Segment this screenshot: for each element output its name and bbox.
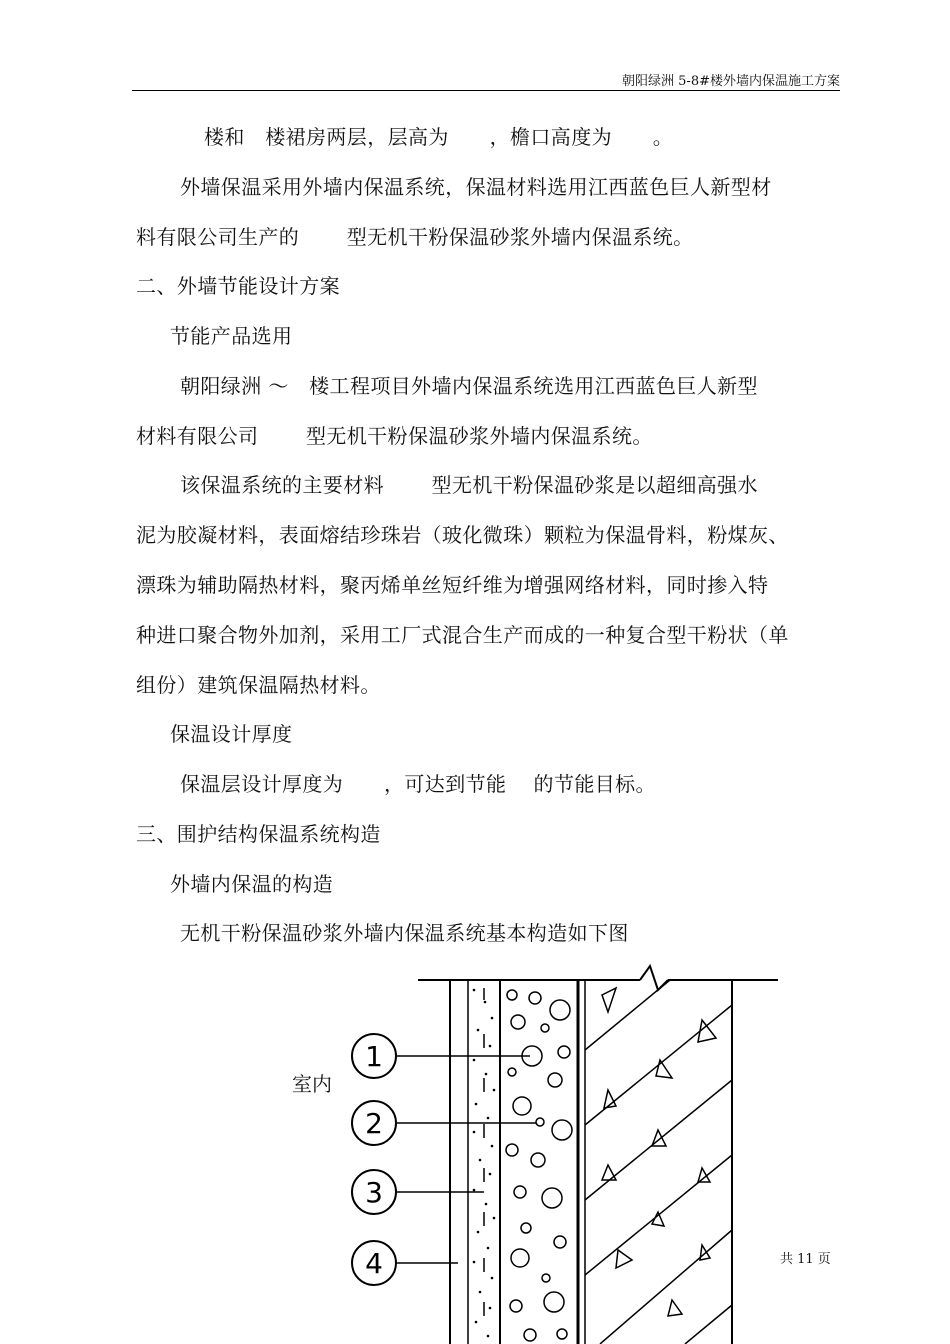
aggregate-mark [698, 1020, 716, 1042]
aggregate-circle [542, 1274, 550, 1282]
aggregate-circle [548, 1073, 562, 1087]
text-line: 外墙保温采用外墙内保温系统，保温材料选用江西蓝色巨人新型材 [180, 175, 772, 199]
aggregate-mark [656, 1060, 672, 1078]
aggregate-circle [552, 1120, 572, 1140]
room-label: 室内 [292, 1072, 332, 1096]
aggregate-mark [602, 1165, 616, 1180]
text-line: 楼和 楼裙房两层，层高为 ，檐口高度为 。 [204, 125, 674, 149]
aggregate-circle [513, 1097, 531, 1115]
text-line: 种进口聚合物外加剂，采用工厂式混合生产而成的一种复合型干粉状（单 [136, 623, 789, 647]
aggregate-circle [541, 1024, 549, 1032]
aggregate-circle [506, 1144, 518, 1156]
aggregate-circle [542, 1188, 562, 1208]
aggregate-mark [602, 988, 616, 1012]
text-line: 料有限公司生产的 型无机干粉保温砂浆外墙内保温系统。 [136, 225, 694, 249]
break-symbol [640, 966, 668, 990]
marker-label-3: 3 [365, 1176, 383, 1209]
hatch-line [685, 1305, 732, 1344]
aggregate-circle [550, 1000, 570, 1020]
hatch-line [585, 980, 670, 1050]
text-line: 漂珠为辅助隔热材料，聚丙烯单丝短纤维为增强网络材料，同时掺入特 [136, 573, 769, 597]
marker-label-1: 1 [365, 1040, 383, 1073]
page-footer: 共 11 页 [780, 1252, 831, 1267]
aggregate-circle [511, 1249, 529, 1267]
text-line: 朝阳绿洲 ～ 楼工程项目外墙内保温系统选用江西蓝色巨人新型 [180, 374, 758, 398]
subheading: 节能产品选用 [170, 324, 293, 348]
aggregate-circle [510, 1300, 522, 1312]
text-line: 该保温系统的主要材料 型无机干粉保温砂浆是以超细高强水 [180, 473, 758, 497]
section-heading: 二、外墙节能设计方案 [136, 274, 340, 298]
aggregate-mark [652, 1212, 664, 1226]
aggregate-circle [507, 990, 517, 1000]
page-header [132, 70, 840, 91]
subheading: 外墙内保温的构造 [170, 872, 334, 896]
aggregate-circle [558, 1046, 570, 1058]
text-line: 泥为胶凝材料，表面熔结珍珠岩（玻化微珠）颗粒为保温骨料，粉煤灰、 [136, 523, 789, 547]
text-line: 保温层设计厚度为 ，可达到节能 的节能目标。 [180, 772, 656, 796]
text-line: 组份）建筑保温隔热材料。 [136, 673, 381, 697]
wall-section-diagram [340, 960, 790, 1344]
aggregate-circle [557, 1329, 567, 1339]
aggregate-circle [531, 1153, 545, 1167]
aggregate-circle [544, 1292, 564, 1312]
aggregate-circle [536, 1118, 544, 1126]
marker-label-4: 4 [365, 1247, 383, 1280]
text-line: 材料有限公司 型无机干粉保温砂浆外墙内保温系统。 [136, 424, 653, 448]
text-line: 无机干粉保温砂浆外墙内保温系统基本构造如下图 [180, 921, 629, 945]
marker-label-2: 2 [365, 1107, 383, 1140]
subheading: 保温设计厚度 [170, 722, 293, 746]
aggregate-mark [616, 1250, 632, 1268]
section-heading: 三、围护结构保温系统构造 [136, 822, 381, 846]
header-title: 朝阳绿洲 5-8#楼外墙内保温施工方案 [622, 74, 840, 89]
aggregate-circle [514, 1186, 526, 1198]
aggregate-circle [529, 992, 541, 1004]
aggregate-circle [508, 1068, 516, 1076]
aggregate-circle [554, 1236, 566, 1248]
aggregate-mark [668, 1300, 682, 1316]
aggregate-circle [524, 1329, 536, 1341]
aggregate-circle [521, 1223, 531, 1233]
aggregate-circle [511, 1015, 525, 1029]
